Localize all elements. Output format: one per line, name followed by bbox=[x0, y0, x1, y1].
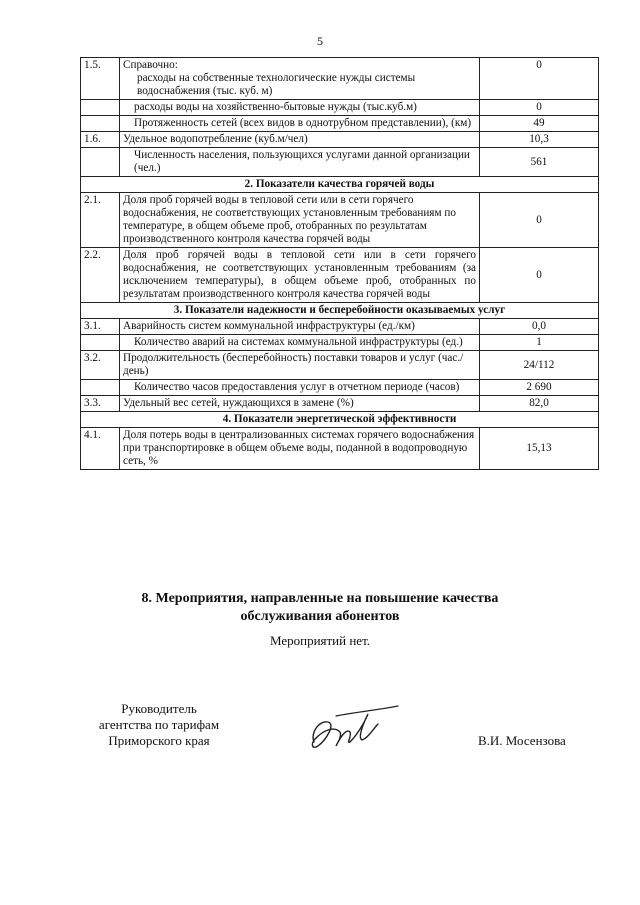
row-number: 1.5. bbox=[81, 58, 120, 100]
row-number bbox=[81, 116, 120, 132]
indicator-name: расходы воды на хозяйственно-бытовые нужды (тыс.куб.м) bbox=[120, 100, 480, 116]
section-8-title-line1: 8. Мероприятия, направленные на повышение качества bbox=[141, 591, 499, 606]
indicator-value: 0 bbox=[480, 100, 599, 116]
table-row bbox=[81, 100, 599, 116]
indicator-name: Продолжительность (бесперебойность) поставки товаров и услуг (час./день) bbox=[120, 351, 480, 380]
signer-title-line1: Руководитель bbox=[121, 701, 197, 716]
table-row bbox=[81, 116, 599, 132]
row-number bbox=[81, 148, 120, 177]
indicator-value: 0 bbox=[480, 58, 599, 100]
indicator-value: 0 bbox=[480, 193, 599, 248]
indicator-name: Доля проб горячей воды в тепловой сети или в сети горячего водоснабжения, не соответствующих установленным требованиям по температуре, в общем объеме проб, отобранных по результатам производственного контроля качества горячей воды bbox=[120, 193, 480, 248]
table-row bbox=[81, 428, 599, 470]
table-row bbox=[81, 396, 599, 412]
row-number bbox=[81, 380, 120, 396]
indicator-name bbox=[120, 58, 480, 100]
row-number: 3.3. bbox=[81, 396, 120, 412]
row-number: 3.1. bbox=[81, 319, 120, 335]
indicator-name: Количество аварий на системах коммунальной инфраструктуры (ед.) bbox=[120, 335, 480, 351]
indicator-subline: расходы на собственные технологические нужды системы водоснабжения (тыс. куб. м) bbox=[137, 72, 416, 97]
row-number: 3.2. bbox=[81, 351, 120, 380]
indicator-value: 82,0 bbox=[480, 396, 599, 412]
row-number: 2.1. bbox=[81, 193, 120, 248]
indicator-name: Удельный вес сетей, нуждающихся в замене (%) bbox=[120, 396, 480, 412]
handwritten-signature bbox=[306, 702, 400, 754]
row-number bbox=[81, 100, 120, 116]
indicator-name: Численность населения, пользующихся услугами данной организации (чел.) bbox=[120, 148, 480, 177]
indicators-table bbox=[80, 57, 599, 470]
indicator-name: Доля потерь воды в централизованных системах горячего водоснабжения при транспортировке в общем объеме воды, поданной в водопроводную сеть, % bbox=[120, 428, 480, 470]
section-8-heading bbox=[0, 590, 640, 626]
indicator-value: 10,3 bbox=[480, 132, 599, 148]
indicator-caption: Справочно: bbox=[123, 59, 178, 71]
indicator-name: Аварийность систем коммунальной инфраструктуры (ед./км) bbox=[120, 319, 480, 335]
table-row bbox=[81, 132, 599, 148]
indicator-value: 561 bbox=[480, 148, 599, 177]
indicator-value: 2 690 bbox=[480, 380, 599, 396]
indicator-value: 49 bbox=[480, 116, 599, 132]
table-row bbox=[81, 193, 599, 248]
page-number: 5 bbox=[317, 34, 323, 48]
indicator-name: Доля проб горячей воды в тепловой сети или в сети горячего водоснабжения, не соответствующих установленным требованиям (за исключением температуры), в общем объеме проб, отобранных по результатам производственного контроля качества горячей воды bbox=[120, 248, 480, 303]
table-row bbox=[81, 351, 599, 380]
table-row bbox=[81, 335, 599, 351]
indicators-table-body bbox=[81, 58, 599, 470]
section-title: 2. Показатели качества горячей воды bbox=[81, 177, 599, 193]
indicator-value: 0 bbox=[480, 248, 599, 303]
section-title: 3. Показатели надежности и бесперебойности оказываемых услуг bbox=[81, 303, 599, 319]
row-number: 1.6. bbox=[81, 132, 120, 148]
table-row bbox=[81, 58, 599, 100]
table-row bbox=[81, 248, 599, 303]
indicator-name: Количество часов предоставления услуг в отчетном периоде (часов) bbox=[120, 380, 480, 396]
signer-title bbox=[80, 701, 238, 749]
section-header-row bbox=[81, 177, 599, 193]
indicator-value: 24/112 bbox=[480, 351, 599, 380]
signer-name: В.И. Мосензова bbox=[478, 733, 566, 748]
row-number bbox=[81, 335, 120, 351]
indicator-name: Удельное водопотребление (куб.м/чел) bbox=[120, 132, 480, 148]
indicator-value: 1 bbox=[480, 335, 599, 351]
indicator-value: 15,13 bbox=[480, 428, 599, 470]
table-row bbox=[81, 319, 599, 335]
indicator-name: Протяженность сетей (всех видов в однотрубном представлении), (км) bbox=[120, 116, 480, 132]
row-number: 4.1. bbox=[81, 428, 120, 470]
section-8-title-line2: обслуживания абонентов bbox=[240, 609, 400, 624]
indicator-value: 0,0 bbox=[480, 319, 599, 335]
signer-title-line2: агентства по тарифам bbox=[98, 717, 220, 732]
table-row bbox=[81, 380, 599, 396]
section-header-row bbox=[81, 412, 599, 428]
section-8-text: Мероприятий нет. bbox=[269, 633, 371, 648]
row-number: 2.2. bbox=[81, 248, 120, 303]
section-header-row bbox=[81, 303, 599, 319]
signer-title-line3: Приморского края bbox=[108, 733, 210, 748]
table-row bbox=[81, 148, 599, 177]
section-title: 4. Показатели энергетической эффективности bbox=[81, 412, 599, 428]
